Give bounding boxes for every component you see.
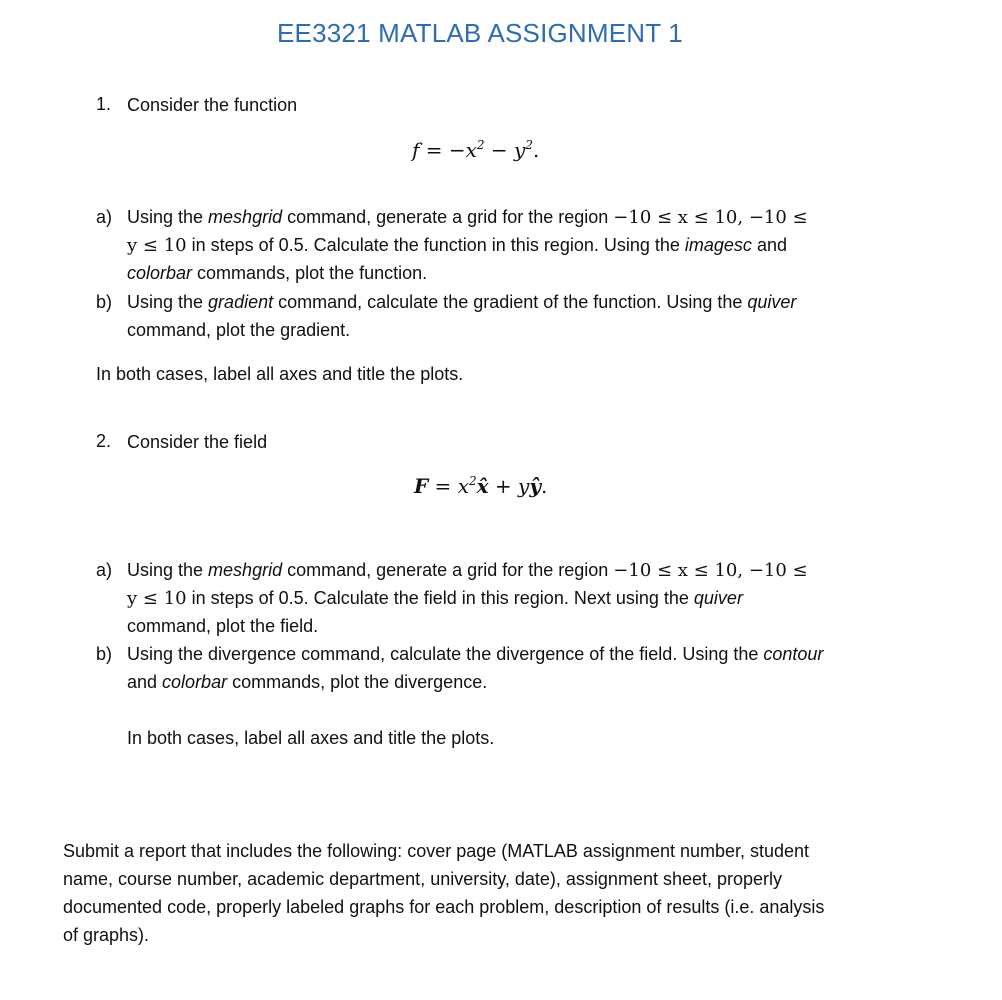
eq-exp1: 2	[476, 138, 485, 152]
region-math: −10 ≤ x ≤ 10, −10 ≤	[613, 207, 808, 228]
text: in steps of 0.5. Calculate the field in this region. Next using the	[186, 588, 694, 608]
problem-2-equation	[414, 474, 547, 498]
command-colorbar: colorbar	[162, 672, 228, 692]
page-title: EE3321 MATLAB ASSIGNMENT 1	[277, 18, 683, 48]
eq-lhs: F	[414, 474, 429, 498]
text: Using the divergence command, calculate the divergence of the field. Using the	[127, 644, 764, 664]
problem-2b-label: b)	[96, 644, 113, 664]
eq-exp: 2	[468, 474, 477, 488]
eq-xhat: x̂	[476, 474, 489, 498]
text: command, calculate the gradient of the function. Using the	[273, 292, 748, 312]
eq-op: =	[428, 474, 458, 498]
command-contour: contour	[763, 644, 824, 664]
problem-1-number: 1.	[96, 94, 112, 114]
command-meshgrid: meshgrid	[208, 560, 283, 580]
text: commands, plot the function.	[192, 263, 428, 283]
submit-line-3: documented code, properly labeled graphs for each problem, description of results (i.e. analysis	[63, 897, 825, 917]
submit-line-1: Submit a report that includes the following: cover page (MATLAB assignment number, student	[63, 841, 810, 861]
eq-yhat: ŷ	[529, 474, 541, 498]
problem-1a-label: a)	[96, 207, 113, 227]
problem-2a-line-3: command, plot the field.	[127, 616, 319, 636]
submit-line-2: name, course number, academic department, university, date), assignment sheet, properly	[63, 869, 783, 889]
eq-minus: −	[484, 138, 515, 162]
problem-1-equation	[412, 138, 539, 162]
command-quiver: quiver	[693, 588, 743, 608]
text: Using the	[127, 207, 209, 227]
text: in steps of 0.5. Calculate the function in this region. Using the	[186, 235, 685, 255]
text: Using the	[127, 292, 209, 312]
problem-2b-line-1	[127, 640, 823, 668]
command-meshgrid: meshgrid	[208, 207, 283, 227]
eq-x: x	[465, 138, 477, 162]
problem-2a-line-2	[127, 584, 743, 613]
problem-2-note: In both cases, label all axes and title the plots.	[127, 728, 495, 748]
command-imagesc: imagesc	[684, 235, 752, 255]
command-gradient: gradient	[208, 292, 274, 312]
problem-1b-line-1	[127, 288, 796, 316]
eq-plus: +	[488, 474, 519, 498]
command-quiver: quiver	[747, 292, 797, 312]
text: command, generate a grid for the region	[282, 207, 614, 227]
eq-op: = −	[419, 138, 466, 162]
problem-1-intro: Consider the function	[127, 95, 298, 115]
problem-2-intro: Consider the field	[127, 432, 268, 452]
eq-y: y	[518, 474, 530, 498]
text: and	[751, 235, 787, 255]
region-math: y ≤ 10	[127, 235, 187, 256]
text: command, generate a grid for the region	[282, 560, 614, 580]
problem-1a-line-1	[127, 203, 808, 232]
eq-end: .	[540, 474, 548, 498]
region-math: y ≤ 10	[127, 588, 187, 609]
problem-2a-label: a)	[96, 560, 113, 580]
problem-1b-line-2: command, plot the gradient.	[127, 320, 351, 340]
eq-end: .	[533, 138, 540, 162]
eq-exp2: 2	[525, 138, 533, 152]
command-colorbar: colorbar	[127, 263, 193, 283]
problem-1a-line-3	[127, 259, 427, 287]
problem-1b-label: b)	[96, 292, 113, 312]
problem-2-number: 2.	[96, 431, 112, 451]
problem-1-note: In both cases, label all axes and title the plots.	[96, 364, 464, 384]
text: commands, plot the divergence.	[227, 672, 488, 692]
eq-lhs: f	[412, 138, 420, 162]
eq-y: y	[514, 138, 526, 162]
text: Using the	[127, 560, 209, 580]
region-math: −10 ≤ x ≤ 10, −10 ≤	[613, 560, 808, 581]
problem-1a-line-2	[127, 231, 787, 260]
text: and	[127, 672, 163, 692]
submit-line-4: of graphs).	[63, 925, 150, 945]
eq-x: x	[457, 474, 469, 498]
problem-2a-line-1	[127, 556, 808, 585]
problem-2b-line-2	[127, 668, 487, 696]
